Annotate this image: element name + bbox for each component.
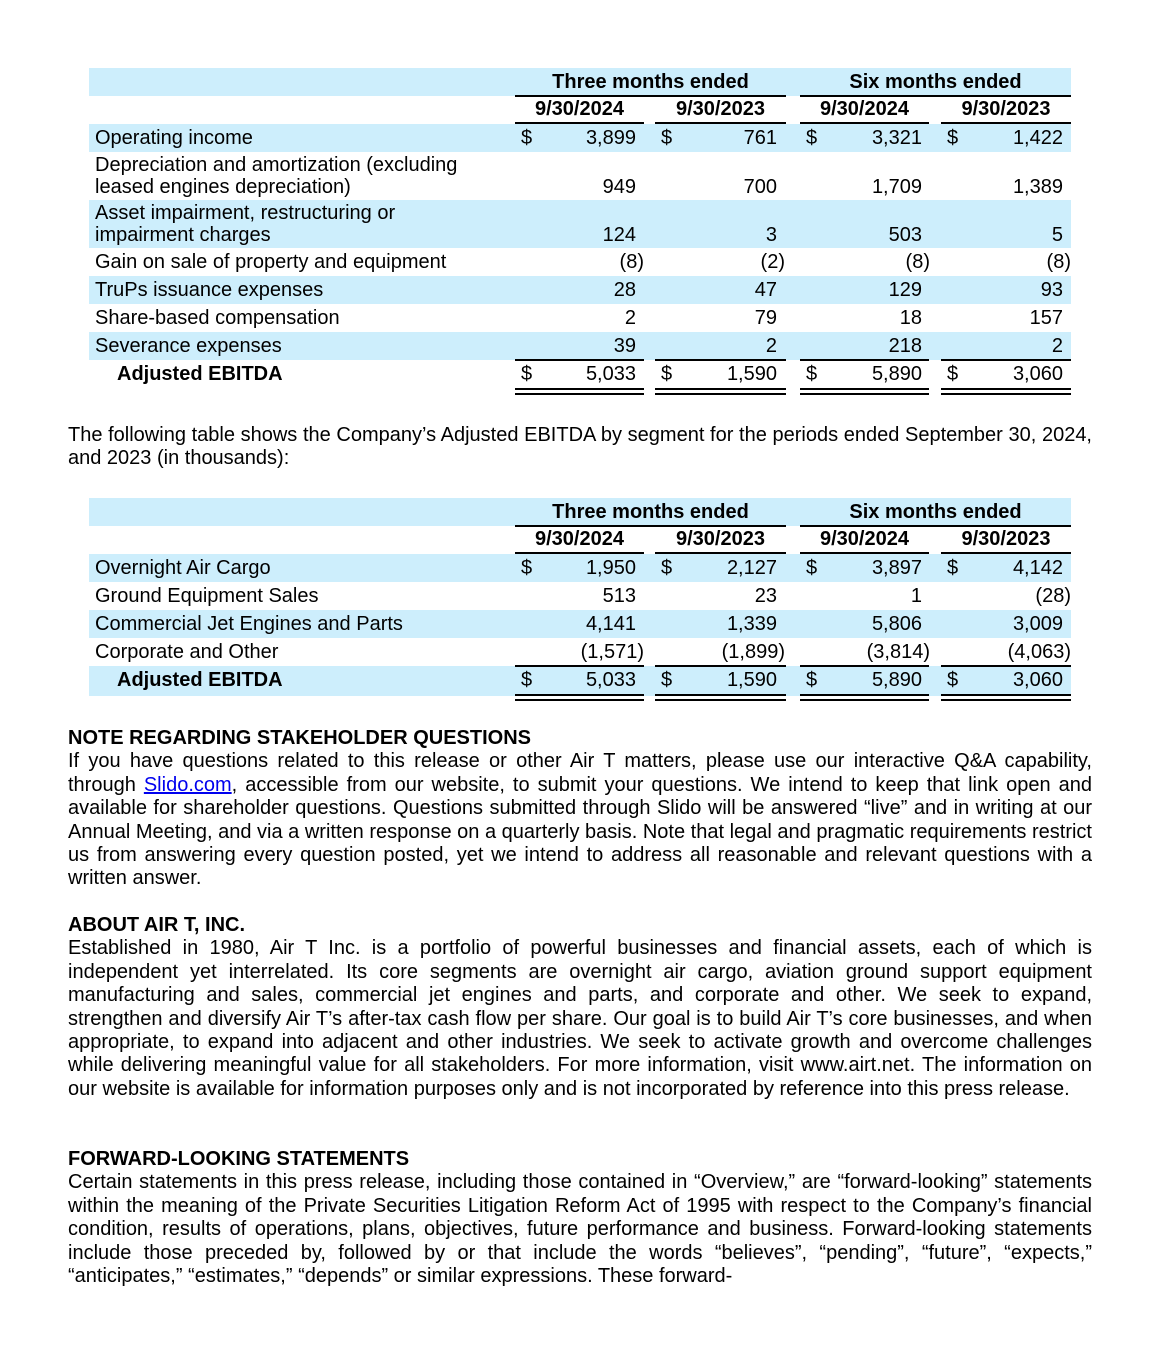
- value-cell: 39: [613, 335, 636, 357]
- value-cell: (28): [1035, 585, 1071, 607]
- row-label: TruPs issuance expenses: [95, 279, 324, 301]
- currency-symbol: $: [661, 363, 673, 385]
- value-cell: 503: [888, 224, 922, 246]
- value-cell: (8): [1046, 251, 1071, 273]
- table-row: [89, 248, 1071, 276]
- group-header-row: [89, 68, 1071, 96]
- about-heading: ABOUT AIR T, INC.: [68, 914, 246, 936]
- value-cell: 2: [624, 307, 636, 329]
- total-value: 1,590: [726, 669, 777, 691]
- total-value: 5,890: [871, 669, 922, 691]
- segment-table-intro: The following table shows the Company’s Adjusted EBITDA by segment for the periods ended September 30, 2024, and 2023 (in thousands):: [68, 424, 1092, 470]
- note-body: If you have questions related to this release or other Air T matters, please use our interactive Q&A capability, through Slido.com, accessible from our website, to submit your questions. We intend to keep that link open and available for shareholder questions. Questions submitted through Slido will be answered “live” and in writing at our Annual Meeting, and via a written response on a quarterly basis. Note that legal and pragmatic requirements restrict us from answering every question posted, yet we intend to address all reasonable and relevant questions with a written answer.: [68, 750, 1092, 890]
- value-cell: 157: [1029, 307, 1063, 329]
- total-label: Adjusted EBITDA: [117, 363, 283, 385]
- table-row: [89, 200, 1071, 248]
- currency-symbol: $: [521, 363, 533, 385]
- value-cell: 3,897: [871, 557, 922, 579]
- value-cell: 949: [602, 176, 636, 198]
- total-double-underline: [941, 694, 1071, 701]
- row-label-line: Asset impairment, restructuring or: [95, 202, 396, 224]
- value-cell: 23: [754, 585, 777, 607]
- currency-symbol: $: [947, 127, 959, 149]
- table-row: [89, 304, 1071, 332]
- table-row: [89, 610, 1071, 638]
- table-row: [89, 638, 1071, 666]
- value-cell: (2): [760, 251, 785, 273]
- value-cell: 218: [888, 335, 922, 357]
- value-cell: 124: [602, 224, 636, 246]
- currency-symbol: $: [521, 669, 533, 691]
- value-cell: 3: [765, 224, 777, 246]
- value-cell: 761: [743, 127, 777, 149]
- value-cell: 3,321: [871, 127, 922, 149]
- row-label: Commercial Jet Engines and Parts: [95, 613, 403, 635]
- total-value: 5,890: [871, 363, 922, 385]
- value-cell: (3,814): [866, 641, 930, 663]
- value-cell: 1,422: [1012, 127, 1063, 149]
- total-row: [89, 666, 1071, 696]
- date-header-row: [89, 96, 1071, 124]
- about-section: [68, 914, 1092, 1101]
- forward-looking-section: [68, 1148, 1092, 1288]
- forward-looking-heading: FORWARD-LOOKING STATEMENTS: [68, 1148, 410, 1170]
- value-cell: 1,389: [1012, 176, 1063, 198]
- row-label: Overnight Air Cargo: [95, 557, 271, 579]
- value-cell: 2: [765, 335, 777, 357]
- date-header: 9/30/2023: [676, 98, 765, 120]
- value-cell: 1: [910, 585, 922, 607]
- slido-link[interactable]: Slido.com: [143, 773, 232, 796]
- date-header: 9/30/2024: [820, 528, 909, 550]
- currency-symbol: $: [947, 557, 959, 579]
- total-double-underline: [800, 388, 929, 395]
- subtotal-rule: [655, 359, 786, 361]
- currency-symbol: $: [661, 669, 673, 691]
- total-double-underline: [655, 694, 786, 701]
- value-cell: 5: [1051, 224, 1063, 246]
- value-cell: (1,571): [580, 641, 644, 663]
- value-cell: 513: [602, 585, 636, 607]
- adjusted-ebitda-reconciliation-table: [89, 68, 1071, 390]
- value-cell: 1,339: [726, 613, 777, 635]
- currency-symbol: $: [806, 557, 818, 579]
- date-header: 9/30/2024: [820, 98, 909, 120]
- row-label-line: Depreciation and amortization (excluding: [95, 154, 458, 176]
- currency-symbol: $: [521, 557, 533, 579]
- currency-symbol: $: [806, 669, 818, 691]
- value-cell: (4,063): [1007, 641, 1071, 663]
- group-header-row: [89, 498, 1071, 526]
- value-cell: 3,009: [1012, 613, 1063, 635]
- total-double-underline: [515, 388, 644, 395]
- table-row: [89, 332, 1071, 360]
- row-label: [95, 202, 395, 246]
- date-header: 9/30/2024: [535, 528, 624, 550]
- row-label-line: impairment charges: [95, 224, 271, 246]
- adjusted-ebitda-by-segment-table: [89, 498, 1071, 696]
- group-header: Six months ended: [849, 501, 1022, 523]
- group-header: Six months ended: [849, 71, 1022, 93]
- total-value: 5,033: [585, 363, 636, 385]
- subtotal-rule: [941, 359, 1071, 361]
- value-cell: (8): [905, 251, 930, 273]
- group-header: Three months ended: [552, 501, 749, 523]
- date-header: 9/30/2023: [676, 528, 765, 550]
- group-header: Three months ended: [552, 71, 749, 93]
- value-cell: 700: [743, 176, 777, 198]
- currency-symbol: $: [661, 557, 673, 579]
- row-label-line: leased engines depreciation): [95, 176, 351, 198]
- value-cell: (8): [619, 251, 644, 273]
- forward-looking-body: Certain statements in this press release, including those contained in “Overview,” are “forward-looking” statements within the meaning of the Private Securities Litigation Reform Act of 1995 with respect to the Company’s financial condition, results of operations, plans, objectives, future performance and business. Forward-looking statements include those preceded by, followed by or that include the words “believes”, “pending”, “future”, “expects,” “anticipates,” “estimates,” “depends” or similar expressions. These forward-: [68, 1171, 1092, 1288]
- value-cell: 4,141: [585, 613, 636, 635]
- value-cell: 4,142: [1012, 557, 1063, 579]
- total-row: [89, 360, 1071, 390]
- total-value: 1,590: [726, 363, 777, 385]
- row-label: Operating income: [95, 127, 253, 149]
- row-label: Severance expenses: [95, 335, 282, 357]
- currency-symbol: $: [806, 127, 818, 149]
- date-header: 9/30/2023: [961, 98, 1051, 120]
- table-row: [89, 582, 1071, 610]
- note-heading: NOTE REGARDING STAKEHOLDER QUESTIONS: [68, 727, 531, 749]
- value-cell: 2: [1051, 335, 1063, 357]
- value-cell: 93: [1040, 279, 1063, 301]
- row-label: Share-based compensation: [95, 307, 340, 329]
- currency-symbol: $: [806, 363, 818, 385]
- value-cell: 2,127: [726, 557, 777, 579]
- total-label: Adjusted EBITDA: [117, 669, 283, 691]
- total-double-underline: [800, 694, 929, 701]
- row-label: Ground Equipment Sales: [95, 585, 319, 607]
- currency-symbol: $: [661, 127, 673, 149]
- row-label: Corporate and Other: [95, 641, 279, 663]
- subtotal-rule: [655, 665, 786, 667]
- note-section: [68, 727, 1092, 891]
- currency-symbol: $: [947, 669, 959, 691]
- table-row: [89, 152, 1071, 200]
- about-body: Established in 1980, Air T Inc. is a portfolio of powerful businesses and financial assets, each of which is independent yet interrelated. Its core segments are overnight air cargo, aviation ground support equipment manufacturing and sales, commercial jet engines and parts, and corporate and other. We seek to expand, strengthen and diversify Air T’s after-tax cash flow per share. Our goal is to build Air T’s core businesses, and when appropriate, to expand into adjacent and other industries. We seek to activate growth and overcome challenges while delivering meaningful value for all stakeholders. For more information, visit www.airt.net. The information on our website is available for information purposes only and is not incorporated by reference into this press release.: [68, 937, 1092, 1100]
- subtotal-rule: [515, 359, 644, 361]
- value-cell: 3,899: [585, 127, 636, 149]
- subtotal-rule: [515, 665, 644, 667]
- subtotal-rule: [800, 359, 929, 361]
- total-double-underline: [515, 694, 644, 701]
- value-cell: 18: [899, 307, 922, 329]
- value-cell: 129: [888, 279, 922, 301]
- row-label: Gain on sale of property and equipment: [95, 251, 447, 273]
- value-cell: 47: [754, 279, 777, 301]
- table-row: [89, 276, 1071, 304]
- row-label: [95, 154, 457, 198]
- currency-symbol: $: [521, 127, 533, 149]
- value-cell: 5,806: [871, 613, 922, 635]
- date-header: 9/30/2023: [961, 528, 1051, 550]
- subtotal-rule: [941, 665, 1071, 667]
- subtotal-rule: [800, 665, 929, 667]
- total-double-underline: [941, 388, 1071, 395]
- date-header: 9/30/2024: [535, 98, 624, 120]
- value-cell: (1,899): [721, 641, 785, 663]
- total-value: 3,060: [1012, 363, 1063, 385]
- table-row: [89, 124, 1071, 152]
- total-value: 3,060: [1012, 669, 1063, 691]
- value-cell: 28: [613, 279, 636, 301]
- date-header-row: [89, 526, 1071, 554]
- value-cell: 79: [754, 307, 777, 329]
- currency-symbol: $: [947, 363, 959, 385]
- table-row: [89, 554, 1071, 582]
- total-double-underline: [655, 388, 786, 395]
- total-value: 5,033: [585, 669, 636, 691]
- value-cell: 1,950: [585, 557, 636, 579]
- value-cell: 1,709: [871, 176, 922, 198]
